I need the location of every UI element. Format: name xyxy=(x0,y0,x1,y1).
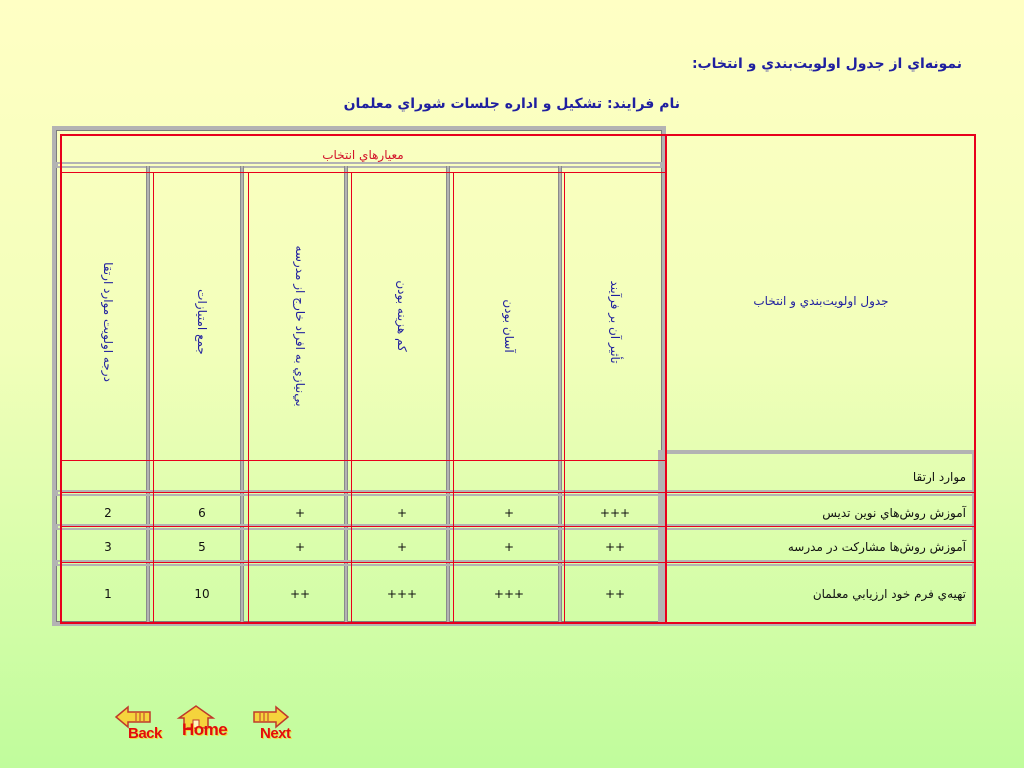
red-row-line xyxy=(60,562,976,563)
cell-priority: 2 xyxy=(104,506,112,520)
cell-low-cost: +++ xyxy=(386,587,418,601)
criteria-header: معيارهاي انتخاب xyxy=(322,148,404,162)
cell-impact: ++ xyxy=(604,540,626,554)
row-divider xyxy=(56,524,976,530)
slide-heading: نمونه‌اي از جدول اولويت‌بندي و انتخاب: xyxy=(691,56,962,72)
column-divider xyxy=(240,166,244,622)
red-border-right xyxy=(974,134,976,624)
column-divider xyxy=(446,166,450,622)
process-name xyxy=(290,96,680,112)
cell-impact: ++ xyxy=(604,587,626,601)
row-label: آموزش روش‌ها مشاركت در مدرسه xyxy=(787,540,966,554)
cell-no-outsiders: + xyxy=(294,506,306,520)
column-divider xyxy=(146,166,150,622)
column-header-impact: تأثير آن بر فرآيند xyxy=(608,280,622,364)
cell-low-cost: + xyxy=(396,540,408,554)
cell-no-outsiders: + xyxy=(294,540,306,554)
row-label: تهيه‌ي فرم خود ارزيابي معلمان xyxy=(812,587,966,601)
red-row-line xyxy=(60,460,666,461)
red-row-line xyxy=(60,526,976,527)
column-header-total-score: جمع امتيازات xyxy=(195,289,209,355)
column-header-no-outsiders: بي‌نيازي به افراد خارج از مدرسه xyxy=(293,245,307,407)
row-divider xyxy=(56,560,976,566)
cell-impact: +++ xyxy=(599,506,631,520)
back-button[interactable] xyxy=(114,704,176,746)
column-header-ease: آسان بودن xyxy=(502,299,516,353)
cell-total: 6 xyxy=(198,506,206,520)
row-label: آموزش روش‌هاي نوين تديس xyxy=(822,506,966,520)
column-divider xyxy=(344,166,348,622)
red-col-line xyxy=(351,172,352,624)
red-col-line xyxy=(153,172,154,624)
cell-priority: 1 xyxy=(104,587,112,601)
row-divider xyxy=(56,490,976,496)
cell-priority: 3 xyxy=(104,540,112,554)
back-label: Back xyxy=(128,725,162,742)
home-button[interactable] xyxy=(176,704,248,746)
column-header-priority: درجه اولويت موارد ارتقا xyxy=(101,262,115,382)
red-col-line xyxy=(564,172,565,624)
process-value: تشكيل و اداره جلسات شوراي معلمان xyxy=(343,96,603,112)
cell-total: 10 xyxy=(194,587,210,601)
cell-ease: +++ xyxy=(493,587,525,601)
column-divider xyxy=(558,166,562,622)
next-label: Next xyxy=(260,725,291,742)
process-label: نام فرايند: xyxy=(607,96,680,112)
red-col-line xyxy=(248,172,249,624)
red-row-line xyxy=(60,492,976,493)
next-button[interactable] xyxy=(250,704,312,746)
column-header-low-cost: كم هزينه بودن xyxy=(395,280,409,352)
red-header-line xyxy=(60,172,666,173)
red-border-bottom xyxy=(60,622,976,624)
red-col-line xyxy=(453,172,454,624)
cell-no-outsiders: ++ xyxy=(289,587,311,601)
cell-ease: + xyxy=(503,540,515,554)
red-border-top xyxy=(60,134,976,136)
cell-low-cost: + xyxy=(396,506,408,520)
red-border-left xyxy=(60,134,62,624)
section-label: موارد ارتقا xyxy=(912,470,966,484)
corner-label: جدول اولويت‌بندي و انتخاب xyxy=(753,294,889,308)
cell-ease: + xyxy=(503,506,515,520)
red-divider-main xyxy=(665,134,667,624)
priority-table xyxy=(52,126,978,628)
home-label: Home xyxy=(182,720,228,739)
cell-total: 5 xyxy=(198,540,206,554)
